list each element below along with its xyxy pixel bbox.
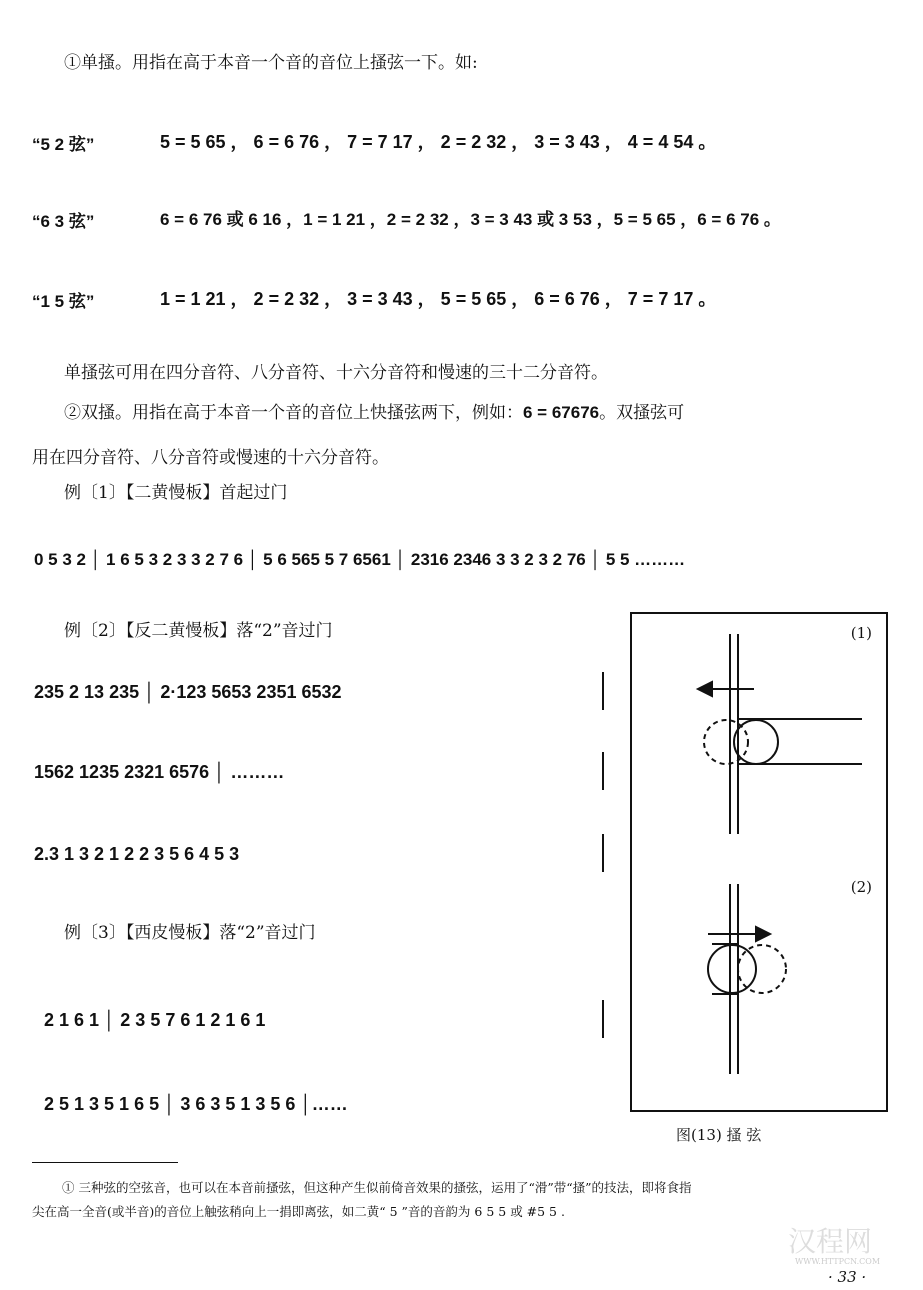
figure-label-2: (2): [850, 878, 872, 896]
example-notation: 6 = 67676: [523, 403, 600, 422]
watermark-url: WWW.HTTPCN.COM: [795, 1257, 881, 1266]
footnote-line: 尖在高一全音(或半音)的音位上触弦稍向上一捐即离弦，如二黄“ 5 ”音的音韵为 6 5 5 或 #5 5 .: [32, 1204, 565, 1219]
example-1-title: 例〔1〕【二黄慢板】首起过门: [64, 483, 288, 503]
barline: [602, 672, 604, 710]
notation-row: 1 = 1 21 ， 2 = 2 32 ， 3 = 3 43 ， 5 = 5 65 ， 6 = 6 76 ， 7 = 7 17 。: [160, 289, 717, 309]
footnote-line: ① 三种弦的空弦音，也可以在本音前搔弦，但这种产生似前倚音效果的搔弦，运用了“滑”带“搔”的技法，即将食指: [62, 1180, 692, 1195]
figure-label-1: (1): [850, 624, 872, 642]
row-label: “5 2 弦”: [32, 135, 95, 154]
watermark: 汉程网: [788, 1225, 873, 1258]
barline: [602, 752, 604, 790]
barline: [602, 834, 604, 872]
example-3-title: 例〔3〕【西皮慢板】落“2”音过门: [64, 923, 316, 943]
intro-text: ①单搔。用指在高于本音一个音的音位上搔弦一下。如:: [64, 53, 478, 73]
row-label: “6 3 弦”: [32, 212, 95, 231]
notation-line: 2 5 1 3 5 1 6 5 │ 3 6 3 5 1 3 5 6 │……: [44, 1094, 348, 1114]
example-1-notation: 0 5 3 2 │ 1 6 5 3 2 3 3 2 7 6 │ 5 6 565 5 7 6561 │ 2316 2346 3 3 2 3 2 76 │ 5 5 ………: [34, 550, 686, 569]
notation-row: 5 = 5 65 ， 6 = 6 76 ， 7 = 7 17 ， 2 = 2 32 ， 3 = 3 43 ， 4 = 4 54 。: [160, 132, 717, 152]
row-label: “1 5 弦”: [32, 292, 95, 311]
para2-text: ②双搔。用指在高于本音一个音的音位上快搔弦两下，例如：: [64, 403, 523, 423]
notation-line: 1562 1235 2321 6576 │ ………: [34, 762, 285, 782]
notation-line: 2.3 1 3 2 1 2 2 3 5 6 4 5 3: [34, 844, 240, 864]
paragraph: 单搔弦可用在四分音符、八分音符、十六分音符和慢速的三十二分音符。: [64, 363, 608, 383]
notation-row: 6 = 6 76 或 6 16 ，1 = 1 21 ，2 = 2 32 ，3 = 3 43 或 3 53 ，5 = 5 65 ，6 = 6 76 。: [160, 210, 781, 229]
para2-text-end: 。双搔弦可: [599, 403, 685, 423]
string-diagram-icon: [632, 614, 886, 1110]
paragraph: [64, 398, 684, 423]
figure-caption: 图(13) 搔 弦: [676, 1126, 762, 1144]
notation-line: 2 1 6 1 │ 2 3 5 7 6 1 2 1 6 1: [44, 1010, 266, 1030]
footnote-divider: [32, 1162, 178, 1163]
notation-line: 235 2 13 235 │ 2·123 5653 2351 6532: [34, 682, 342, 702]
barline: [602, 1000, 604, 1038]
page-number: · 33 ·: [828, 1268, 867, 1286]
example-2-title: 例〔2〕【反二黄慢板】落“2”音过门: [64, 621, 333, 641]
figure-13: [630, 612, 888, 1112]
paragraph: 用在四分音符、八分音符或慢速的十六分音符。: [32, 448, 389, 468]
